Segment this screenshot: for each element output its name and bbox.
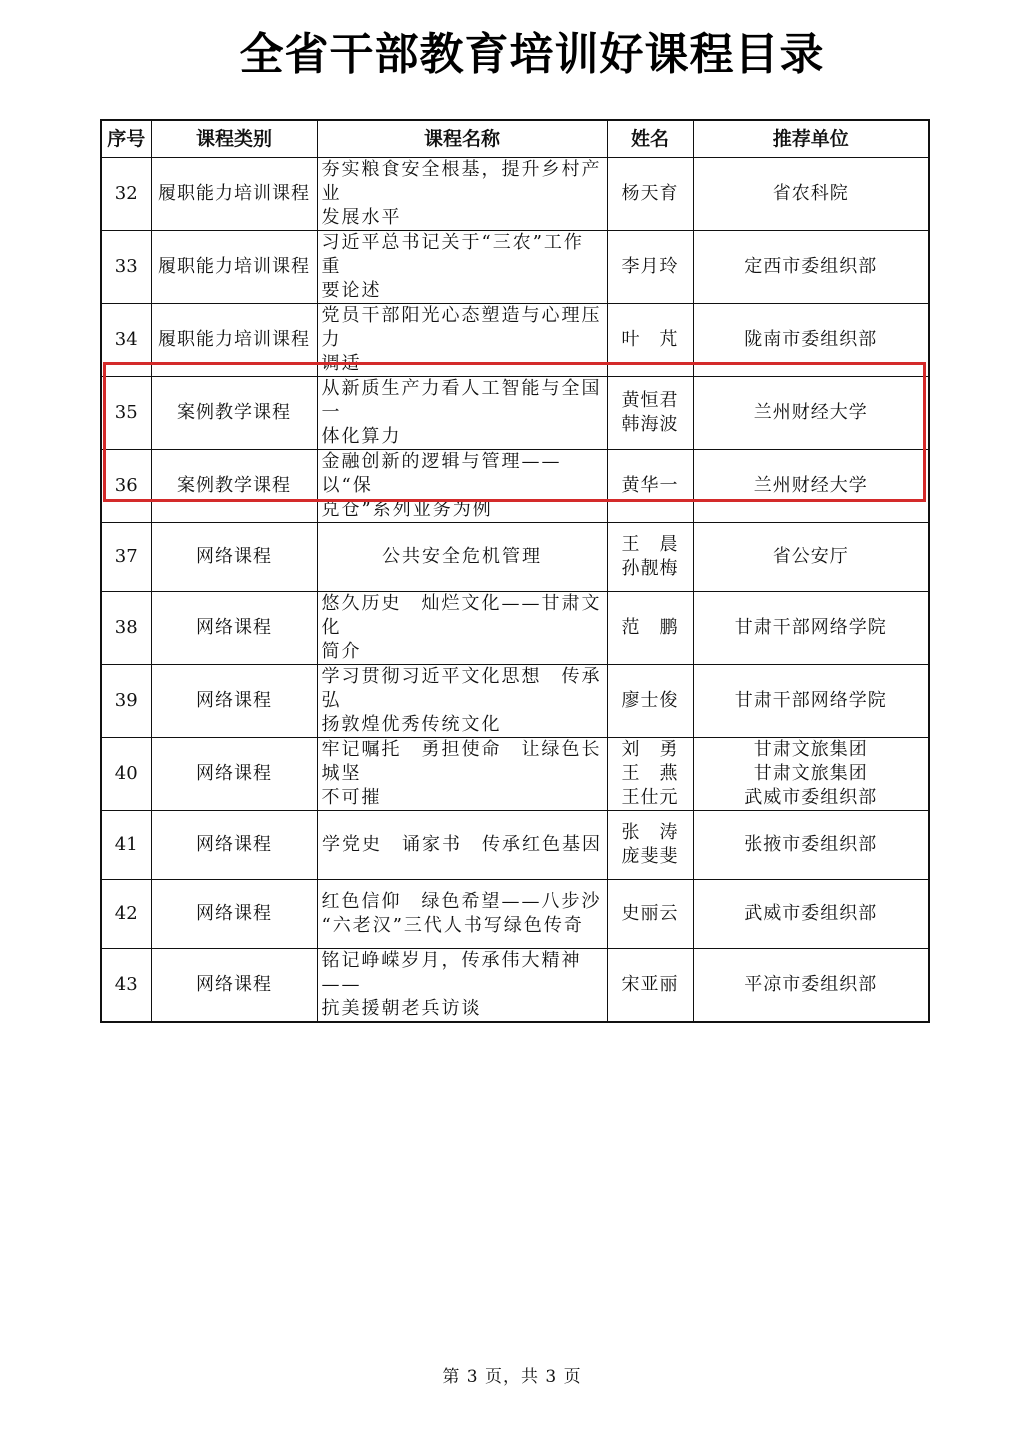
- row-course-name: [317, 811, 607, 880]
- row-course-name-line: 公共安全危机管理: [382, 546, 542, 567]
- row-unit-line: 平凉市委组织部: [744, 974, 878, 995]
- row-course-name: [317, 377, 607, 450]
- row-course-name: [317, 949, 607, 1023]
- row-number: 34: [101, 304, 151, 377]
- row-number: 36: [101, 450, 151, 523]
- row-unit-line: 张掖市委组织部: [744, 834, 878, 855]
- row-number: 42: [101, 880, 151, 949]
- table-body: [101, 158, 929, 1023]
- row-course-name-line: “六老汉”三代人书写绿色传奇: [321, 915, 584, 936]
- table-row: [101, 450, 929, 523]
- row-number: 41: [101, 811, 151, 880]
- row-category: 网络课程: [151, 738, 317, 811]
- table-row: [101, 665, 929, 738]
- table-row: [101, 949, 929, 1023]
- row-category: 网络课程: [151, 665, 317, 738]
- row-number: 32: [101, 158, 151, 231]
- row-unit: [693, 949, 929, 1023]
- row-person: [607, 880, 693, 949]
- row-course-name: [317, 665, 607, 738]
- row-person-line: 王 燕: [621, 763, 679, 784]
- row-unit-line: 甘肃干部网络学院: [734, 617, 887, 638]
- row-course-name-line: 悠久历史 灿烂文化——甘肃文化: [321, 593, 602, 638]
- header-unit: 推荐单位: [693, 120, 929, 158]
- row-person-line: 张 涛: [621, 822, 679, 843]
- row-person: [607, 592, 693, 665]
- row-person-line: 韩海波: [621, 414, 679, 435]
- row-person: [607, 450, 693, 523]
- header-person: 姓名: [607, 120, 693, 158]
- row-course-name-line: 学党史 诵家书 传承红色基因: [322, 834, 602, 855]
- row-unit: [693, 592, 929, 665]
- row-course-name-line: 牢记嘱托 勇担使命 让绿色长城坚: [321, 739, 602, 784]
- table-row: [101, 880, 929, 949]
- row-person: [607, 949, 693, 1023]
- row-unit-line: 武威市委组织部: [744, 787, 878, 808]
- row-course-name-line: 抗美援朝老兵访谈: [321, 998, 482, 1019]
- page-title: 全省干部教育培训好课程目录: [239, 29, 825, 80]
- table-row: [101, 231, 929, 304]
- row-unit: [693, 880, 929, 949]
- row-number: 37: [101, 523, 151, 592]
- row-category: 网络课程: [151, 592, 317, 665]
- row-course-name-line: 不可摧: [321, 787, 382, 808]
- row-unit-line: 兰州财经大学: [753, 475, 868, 496]
- row-unit: [693, 377, 929, 450]
- row-course-name-line: 兑仓”系列业务为例: [321, 499, 493, 520]
- header-name: 课程名称: [317, 120, 607, 158]
- row-course-name-line: 要论述: [321, 280, 382, 301]
- row-number: 38: [101, 592, 151, 665]
- row-unit-line: 甘肃干部网络学院: [734, 690, 887, 711]
- row-course-name: [317, 738, 607, 811]
- row-unit: [693, 811, 929, 880]
- header-category: 课程类别: [151, 120, 317, 158]
- row-person-line: 黄恒君: [621, 390, 679, 411]
- row-course-name-line: 夯实粮食安全根基，提升乡村产业: [321, 159, 602, 204]
- table-row: [101, 811, 929, 880]
- table-row: [101, 304, 929, 377]
- row-person-line: 王仕元: [621, 787, 679, 808]
- row-unit-line: 陇南市委组织部: [744, 329, 878, 350]
- row-course-name-line: 简介: [321, 641, 362, 662]
- row-course-name: [317, 880, 607, 949]
- row-unit-line: 武威市委组织部: [744, 903, 878, 924]
- row-category: 案例教学课程: [151, 377, 317, 450]
- row-unit-line: 甘肃文旅集团: [753, 739, 868, 760]
- row-person-line: 庞斐斐: [621, 846, 679, 867]
- course-catalog-table: [100, 119, 930, 1023]
- row-category: 案例教学课程: [151, 450, 317, 523]
- row-person: [607, 665, 693, 738]
- page-footer: 第 3 页，共 3 页: [442, 1367, 582, 1387]
- row-course-name-line: 学习贯彻习近平文化思想 传承弘: [321, 666, 602, 711]
- row-category: 履职能力培训课程: [151, 304, 317, 377]
- row-course-name: [317, 304, 607, 377]
- header-no: 序号: [101, 120, 151, 158]
- row-course-name-line: 金融创新的逻辑与管理——以“保: [321, 451, 562, 496]
- row-person-line: 叶 芃: [621, 329, 679, 350]
- row-unit: [693, 158, 929, 231]
- row-person-line: 杨天育: [621, 183, 679, 204]
- row-unit: [693, 231, 929, 304]
- row-person: [607, 738, 693, 811]
- row-person-line: 廖士俊: [621, 690, 679, 711]
- table-row: [101, 158, 929, 231]
- row-person: [607, 377, 693, 450]
- row-category: 网络课程: [151, 523, 317, 592]
- row-course-name-line: 党员干部阳光心态塑造与心理压力: [321, 305, 602, 350]
- row-person-line: 范 鹏: [621, 617, 679, 638]
- row-unit-line: 省公安厅: [772, 546, 849, 567]
- row-course-name-line: 从新质生产力看人工智能与全国一: [321, 378, 602, 423]
- row-person-line: 孙靓梅: [621, 558, 679, 579]
- row-course-name-line: 体化算力: [321, 426, 402, 447]
- row-unit-line: 甘肃文旅集团: [753, 763, 868, 784]
- row-course-name-line: 扬敦煌优秀传统文化: [321, 714, 502, 735]
- row-person-line: 李月玲: [621, 256, 679, 277]
- row-number: 35: [101, 377, 151, 450]
- row-number: 33: [101, 231, 151, 304]
- row-person-line: 刘 勇: [621, 739, 679, 760]
- row-course-name: [317, 523, 607, 592]
- row-person: [607, 304, 693, 377]
- row-course-name: [317, 450, 607, 523]
- row-person-line: 史丽云: [621, 903, 679, 924]
- table-row: [101, 738, 929, 811]
- row-unit: [693, 665, 929, 738]
- row-course-name: [317, 158, 607, 231]
- row-course-name-line: 铭记峥嵘岁月，传承伟大精神——: [321, 950, 582, 995]
- table-header-row: [101, 120, 929, 158]
- row-course-name-line: 红色信仰 绿色希望——八步沙: [321, 891, 602, 912]
- row-person-line: 黄华一: [621, 475, 679, 496]
- row-person: [607, 523, 693, 592]
- row-person-line: 宋亚丽: [621, 974, 679, 995]
- row-person: [607, 811, 693, 880]
- row-number: 40: [101, 738, 151, 811]
- row-number: 43: [101, 949, 151, 1023]
- row-unit: [693, 738, 929, 811]
- row-course-name-line: 习近平总书记关于“三农”工作重: [321, 232, 584, 277]
- row-person: [607, 158, 693, 231]
- row-unit: [693, 523, 929, 592]
- row-category: 履职能力培训课程: [151, 158, 317, 231]
- table-row: [101, 523, 929, 592]
- row-person-line: 王 晨: [621, 534, 679, 555]
- row-category: 网络课程: [151, 811, 317, 880]
- row-category: 履职能力培训课程: [151, 231, 317, 304]
- row-course-name: [317, 231, 607, 304]
- row-unit-line: 省农科院: [772, 183, 849, 204]
- row-course-name-line: 发展水平: [321, 207, 402, 228]
- row-category: 网络课程: [151, 949, 317, 1023]
- row-category: 网络课程: [151, 880, 317, 949]
- row-number: 39: [101, 665, 151, 738]
- table-row: [101, 377, 929, 450]
- row-unit-line: 定西市委组织部: [744, 256, 878, 277]
- row-unit-line: 兰州财经大学: [753, 402, 868, 423]
- row-unit: [693, 450, 929, 523]
- row-person: [607, 231, 693, 304]
- table-row: [101, 592, 929, 665]
- row-course-name: [317, 592, 607, 665]
- row-unit: [693, 304, 929, 377]
- row-course-name-line: 调适: [321, 353, 362, 374]
